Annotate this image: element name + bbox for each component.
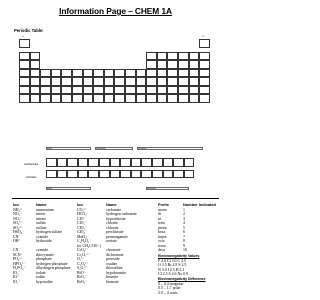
- ion-formula: NO₂⁻: [13, 212, 23, 216]
- ion-name: iodate: [36, 270, 46, 275]
- element-cell: [19, 86, 30, 95]
- element-cell: [189, 86, 200, 95]
- ion-formula: BrO₃⁻: [77, 279, 88, 284]
- ion-formula: IO⁻: [13, 275, 20, 279]
- element-cell: [51, 94, 62, 103]
- ion-name: dichromate: [106, 252, 124, 257]
- page-title: Information Page – CHEM 1A: [59, 6, 172, 16]
- ion-formula: C₂H₃O₂⁻: [77, 239, 92, 243]
- ion-name: perchlorate: [106, 230, 124, 234]
- prefix-list: [158, 207, 169, 252]
- f-block-cell: [184, 158, 195, 167]
- element-cell: [104, 69, 115, 78]
- ion-formula: NH₄⁺: [13, 207, 23, 212]
- ion-formula: SO₄²⁻: [13, 225, 23, 230]
- f-legend-metals-bar: [46, 187, 91, 190]
- ion-name: phosphate: [36, 257, 52, 261]
- number-item: 5: [183, 225, 185, 230]
- element-cell: [178, 60, 189, 69]
- name-column-2: [106, 202, 137, 284]
- f-block-cell: [67, 158, 78, 167]
- f-block-cell: [67, 170, 78, 179]
- ion-name: acetate: [106, 239, 117, 243]
- element-cell: [93, 69, 104, 78]
- element-cell: [30, 69, 41, 78]
- f-block-cell: [152, 158, 163, 167]
- element-cell: [157, 94, 168, 103]
- element-cell: [125, 94, 136, 103]
- legend-nonmetals-label: Nonmetals: [138, 147, 147, 150]
- f-block-cell: [120, 158, 131, 167]
- prefix-item: penta: [158, 225, 167, 230]
- element-cell: [83, 94, 94, 103]
- element-cell: [189, 77, 200, 86]
- ion-name: iodite: [36, 275, 45, 279]
- f-legend-metals-label: Metals: [47, 187, 53, 190]
- element-cell: [199, 60, 210, 69]
- f-block-cell: [78, 158, 89, 167]
- ion-formula: CO₃²⁻: [77, 207, 87, 212]
- element-cell: [199, 77, 210, 86]
- f-block-cell: [78, 170, 89, 179]
- prefix-item: octa: [158, 239, 165, 243]
- element-cell: [167, 60, 178, 69]
- element-cell: [125, 69, 136, 78]
- f-block-cell: [131, 158, 142, 167]
- element-cell: [19, 39, 30, 48]
- element-cell: [104, 86, 115, 95]
- ion-name: cyanide: [36, 234, 49, 239]
- ion-name: oxalate: [106, 261, 118, 266]
- electronegativity-row: N 3.0 I 2.5 H 2.1: [158, 267, 185, 272]
- element-cell: [72, 77, 83, 86]
- ion-formula: MnO₄⁻: [77, 234, 89, 239]
- element-cell: [51, 69, 62, 78]
- ion-name: hydrogen phosphate: [36, 261, 68, 266]
- element-cell: [146, 60, 157, 69]
- ion-name: hydrogen sulfate: [36, 230, 63, 234]
- actinides-label: Actinides: [26, 176, 37, 179]
- element-cell: [93, 86, 104, 95]
- element-cell: [189, 69, 200, 78]
- electronegativity-row: F 4.0 Cl 3.0 C 2.5: [158, 258, 186, 263]
- ion-name: nitrite: [36, 212, 46, 216]
- electroneg-diff-row: 0 – 0.4 nonpolar: [158, 281, 184, 286]
- number-item: 4: [183, 221, 185, 225]
- number-item: 2: [183, 212, 185, 216]
- f-block-cell: [141, 158, 152, 167]
- name-column-1: [36, 202, 71, 284]
- prefix-header: Prefix: [158, 202, 169, 207]
- element-cell: [93, 77, 104, 86]
- element-cell: [30, 94, 41, 103]
- ion-name: sulfate: [36, 225, 47, 230]
- ion-name: cyanide: [36, 248, 49, 252]
- number-header: Number Indicated: [183, 202, 216, 207]
- ion-name: chlorate: [106, 225, 119, 230]
- ion-formula: O₂²⁻: [77, 257, 85, 261]
- f-block-cell: [46, 158, 57, 167]
- f-block-cell: [110, 158, 121, 167]
- element-cell: [146, 69, 157, 78]
- element-cell: [189, 94, 200, 103]
- ion-name: thiocyanate: [36, 252, 54, 257]
- prefix-item: hexa: [158, 230, 166, 234]
- name-list-2: [106, 207, 137, 284]
- number-list: [183, 207, 216, 252]
- f-block-cell: [120, 170, 131, 179]
- f-block-cell: [99, 170, 110, 179]
- group-1a-label: 1A: [22, 36, 25, 38]
- ion-formula: (or CH₃COO⁻): [77, 243, 101, 248]
- element-cell: [114, 69, 125, 78]
- periodic-table-heading: Periodic Table:: [14, 28, 44, 33]
- legend-metals-bar: [46, 147, 91, 150]
- f-block-cell: [131, 170, 142, 179]
- ion-formula: HPO₄²⁻: [13, 261, 26, 266]
- f-block-cell: [57, 170, 68, 179]
- group-8a-label: 8A: [202, 36, 205, 38]
- element-cell: [146, 86, 157, 95]
- element-cell: [157, 69, 168, 78]
- element-cell: [104, 94, 115, 103]
- ion-formula: BrO₂⁻: [77, 275, 88, 279]
- element-cell: [146, 77, 157, 86]
- section-divider: [12, 198, 219, 199]
- ion-formula: H₂PO₄⁻: [13, 266, 26, 270]
- electroneg-diff-row: 2.0 – 4 ionic: [158, 290, 178, 295]
- ion-header-2: Ion: [77, 202, 83, 207]
- legend-metals-label: Metals: [47, 147, 53, 150]
- ion-list-1: [13, 207, 26, 284]
- element-cell: [40, 69, 51, 78]
- ion-name: carbonate: [106, 207, 122, 212]
- ion-formula: IO₂⁻: [13, 279, 21, 284]
- element-cell: [72, 69, 83, 78]
- element-cell: [167, 94, 178, 103]
- element-cell: [51, 86, 62, 95]
- element-cell: [167, 69, 178, 78]
- prefix-column: [158, 202, 169, 252]
- element-cell: [199, 69, 210, 78]
- element-cell: [178, 77, 189, 86]
- ion-name: bromate: [106, 279, 119, 284]
- f-block-cell: [88, 158, 99, 167]
- legend-semimetals-label: Semimetals: [96, 147, 106, 150]
- f-block-cell: [173, 170, 184, 179]
- ion-column-2: [77, 202, 101, 284]
- number-item: 7: [183, 234, 185, 239]
- element-cell: [114, 77, 125, 86]
- name-header-2: Name: [106, 202, 117, 207]
- element-cell: [30, 86, 41, 95]
- element-cell: [157, 86, 168, 95]
- element-cell: [199, 94, 210, 103]
- element-cell: [83, 77, 94, 86]
- ion-formula: ClO₄⁻: [77, 230, 87, 234]
- ion-name: bromite: [106, 275, 119, 279]
- f-block-cell: [141, 170, 152, 179]
- element-cell: [199, 86, 210, 95]
- element-cell: [136, 77, 147, 86]
- f-block-cell: [88, 170, 99, 179]
- element-cell: [30, 52, 41, 61]
- element-cell: [19, 77, 30, 86]
- ion-name: nitrate: [36, 216, 46, 221]
- element-cell: [61, 77, 72, 86]
- element-cell: [125, 77, 136, 86]
- element-cell: [61, 86, 72, 95]
- f-block-cell: [184, 170, 195, 179]
- element-cell: [189, 52, 200, 61]
- ion-formula: BrO⁻: [77, 270, 86, 275]
- f-block-cell: [173, 158, 184, 167]
- name-header: Name: [36, 202, 47, 207]
- ion-name: hydroxide: [36, 239, 52, 243]
- f-block-cell: [99, 158, 110, 167]
- f-legend-nonmetals-label: Nonmetals: [147, 187, 156, 190]
- element-cell: [40, 94, 51, 103]
- element-cell: [19, 69, 30, 78]
- ion-name: dihydrogen phosphate: [36, 266, 71, 270]
- element-cell: [61, 94, 72, 103]
- lanthanides-label: Lanthanides: [24, 163, 39, 166]
- ion-list-2: [77, 207, 101, 284]
- ion-name: thiosulfate: [106, 266, 123, 270]
- ion-formula: ClO₂⁻: [77, 221, 87, 225]
- electroneg-diff-list: [158, 281, 206, 295]
- element-cell: [93, 94, 104, 103]
- element-cell: [146, 94, 157, 103]
- electronegativity-section: [158, 254, 200, 276]
- ion-formula: S₂O₃²⁻: [77, 266, 88, 270]
- f-block-cell: [152, 170, 163, 179]
- prefix-item: deca: [158, 248, 166, 252]
- element-cell: [40, 77, 51, 86]
- element-cell: [61, 69, 72, 78]
- prefix-item: hepta: [158, 234, 167, 239]
- element-cell: [136, 94, 147, 103]
- electronegativity-list: [158, 258, 199, 276]
- ion-formula: HSO₄⁻: [13, 230, 25, 234]
- ion-formula: Cr₂O₇²⁻: [77, 252, 90, 257]
- element-cell: [167, 52, 178, 61]
- element-cell: [30, 77, 41, 86]
- element-cell: [157, 60, 168, 69]
- ion-header: Ion: [13, 202, 19, 207]
- element-cell: [167, 77, 178, 86]
- f-block-cell: [110, 170, 121, 179]
- element-cell: [40, 86, 51, 95]
- f-block-cell: [57, 158, 68, 167]
- ion-name: chlorite: [106, 221, 118, 225]
- ion-formula: PO₄³⁻: [13, 257, 23, 261]
- element-cell: [104, 77, 115, 86]
- element-cell: [30, 60, 41, 69]
- ion-name: chromate: [106, 248, 121, 252]
- element-cell: [189, 60, 200, 69]
- element-cell: [72, 94, 83, 103]
- f-block-cell: [46, 170, 57, 179]
- element-cell: [136, 86, 147, 95]
- element-cell: [136, 69, 147, 78]
- ion-formula: C₂O₄²⁻: [77, 261, 89, 266]
- element-cell: [157, 77, 168, 86]
- number-item: 8: [183, 239, 185, 243]
- element-cell: [19, 94, 30, 103]
- ion-formula: CrO₄²⁻: [77, 248, 89, 252]
- number-item: 6: [183, 230, 185, 234]
- name-list-1: [36, 207, 71, 284]
- ion-formula: NO₃⁻: [13, 216, 23, 221]
- ion-name: peroxide: [106, 257, 120, 261]
- prefix-item: nona: [158, 243, 166, 248]
- element-cell: [125, 86, 136, 95]
- ion-formula: SCN⁻: [13, 252, 23, 257]
- ion-formula: CN⁻: [13, 234, 21, 239]
- ion-formula: CN⁻: [13, 248, 21, 252]
- ion-formula: ClO₃⁻: [77, 225, 87, 230]
- ion-name: hypobromite: [106, 270, 126, 275]
- element-cell: [83, 86, 94, 95]
- ion-name: ammonium: [36, 207, 54, 212]
- element-cell: [114, 94, 125, 103]
- element-cell: [146, 52, 157, 61]
- ion-formula: ClO⁻: [77, 216, 86, 221]
- ion-name: hypoiodite: [36, 279, 53, 284]
- element-cell: [178, 69, 189, 78]
- prefix-item: mono: [158, 207, 167, 212]
- f-block-cell: [163, 170, 174, 179]
- ion-name: sulfite: [36, 221, 46, 225]
- element-cell: [72, 86, 83, 95]
- ion-formula: IO₃⁻: [13, 270, 21, 275]
- electroneg-diff-heading: Electronegativity Difference: [158, 277, 206, 281]
- element-cell: [178, 52, 189, 61]
- ion-formula: HCO₃⁻: [77, 212, 89, 216]
- ion-formula: OH⁻: [13, 239, 21, 243]
- element-cell: [199, 52, 210, 61]
- electronegativity-row: O 3.5 Br 2.8 S 2.5: [158, 263, 187, 267]
- prefix-item: tetra: [158, 221, 165, 225]
- element-cell: [199, 39, 210, 48]
- number-column: [183, 202, 216, 252]
- ion-formula: SO₃²⁻: [13, 221, 23, 225]
- number-item: 10: [183, 248, 187, 252]
- number-item: 9: [183, 243, 185, 248]
- element-cell: [114, 86, 125, 95]
- electronegativity-difference-section: [158, 277, 206, 295]
- f-block-cell: [163, 158, 174, 167]
- electronegativity-heading: Electronegativity Values: [158, 254, 200, 258]
- electroneg-diff-row: 0.5 – 1.7 polar: [158, 286, 181, 290]
- ion-name: hypochlorite: [106, 216, 126, 221]
- element-cell: [178, 94, 189, 103]
- element-cell: [83, 69, 94, 78]
- prefix-item: tri: [158, 216, 162, 221]
- element-cell: [19, 60, 30, 69]
- prefix-item: di: [158, 212, 162, 216]
- ion-name: permanganate: [106, 234, 128, 239]
- ion-name: hydrogen carbonate: [106, 212, 137, 216]
- element-cell: [157, 52, 168, 61]
- number-item: 3: [183, 216, 185, 221]
- element-cell: [19, 52, 30, 61]
- electronegativity-row: Cl 2.5 S 2.6 Na 0.9: [158, 272, 188, 276]
- element-cell: [178, 86, 189, 95]
- number-item: 1: [183, 207, 185, 212]
- ion-column-1: [13, 202, 26, 284]
- element-cell: [51, 77, 62, 86]
- element-cell: [167, 86, 178, 95]
